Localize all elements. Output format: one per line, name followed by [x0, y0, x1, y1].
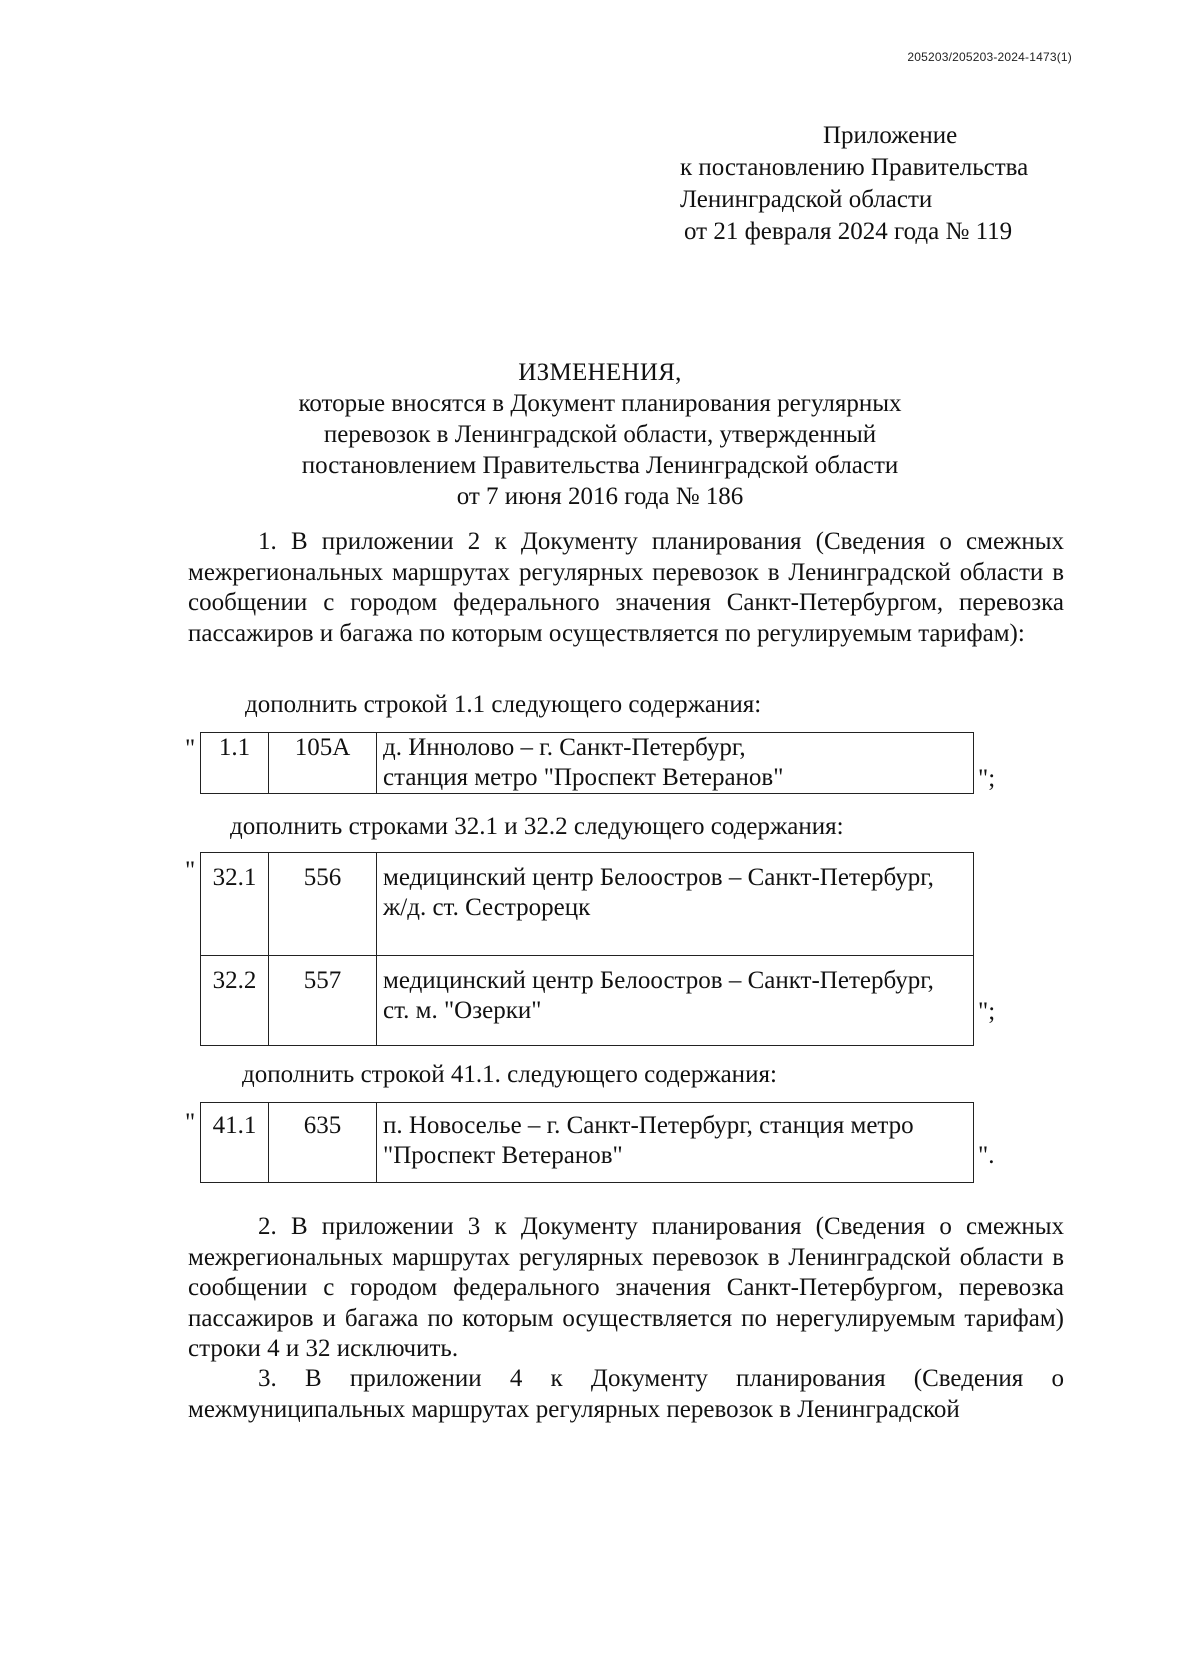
- quote-open-c: ": [185, 1109, 196, 1136]
- route-code: 556: [269, 853, 377, 956]
- section-3-paragraph: [188, 1364, 1064, 1425]
- route-code: 557: [269, 956, 377, 1046]
- table-b: [200, 852, 974, 1046]
- intro-a: дополнить строкой 1.1 следующего содержания:: [245, 691, 762, 718]
- appendix-reference: [680, 120, 1028, 248]
- row-number: 32.1: [201, 853, 269, 956]
- table-row: [201, 1103, 974, 1183]
- appendix-line-3: Ленинградской области: [680, 186, 933, 213]
- appendix-line-1: Приложение: [823, 122, 958, 149]
- quote-close-a: ";: [978, 765, 996, 792]
- document-title: [0, 357, 1200, 512]
- route-code: 635: [269, 1103, 377, 1183]
- title-line-1: которые вносятся в Документ планирования регулярных: [298, 390, 902, 417]
- title-line-4: от 7 июня 2016 года № 186: [456, 483, 744, 510]
- row-number: 32.2: [201, 956, 269, 1046]
- quote-close-b: ";: [978, 998, 996, 1025]
- title-line-3: постановлением Правительства Ленинградской области: [301, 452, 899, 479]
- route-code: 105А: [269, 733, 377, 794]
- route-description: д. Иннолово – г. Санкт-Петербург, станция метро "Проспект Ветеранов": [377, 733, 974, 794]
- table-a: [200, 732, 974, 794]
- intro-b: дополнить строками 32.1 и 32.2 следующего содержания:: [230, 813, 844, 840]
- section-2-text: 2. В приложении 3 к Документу планирования (Сведения о смежных межрегиональных маршрутах регулярных перевозок в Ленинградской области в сообщении с городом федерального значения Санкт-Петербургом, перевозка пассажиров и багажа по которым осуществляется по нерегулируемым тарифам) строки 4 и 32 исключить.: [188, 1213, 1064, 1362]
- section-3-text: 3. В приложении 4 к Документу планирования (Сведения о межмуниципальных маршрутах регулярных перевозок в Ленинградской: [188, 1365, 1064, 1423]
- table-row: [201, 733, 974, 794]
- table-c: [200, 1102, 974, 1183]
- row-number: 1.1: [201, 733, 269, 794]
- appendix-line-2: к постановлению Правительства: [680, 154, 1029, 181]
- section-2-paragraph: [188, 1212, 1064, 1365]
- intro-c: дополнить строкой 41.1. следующего содержания:: [242, 1061, 777, 1088]
- row-number: 41.1: [201, 1103, 269, 1183]
- table-row: [201, 956, 974, 1046]
- section-1-text: 1. В приложении 2 к Документу планирования (Сведения о смежных межрегиональных маршрутах регулярных перевозок в Ленинградской области в сообщении с городом федерального значения Санкт-Петербургом, перевозка пассажиров и багажа по которым осуществляется по регулируемым тарифам):: [188, 528, 1064, 647]
- document-id: 205203/205203-2024-1473(1): [907, 50, 1072, 64]
- route-description: медицинский центр Белоостров – Санкт-Петербург, ж/д. ст. Сестрорецк: [377, 853, 974, 956]
- route-description: п. Новоселье – г. Санкт-Петербург, станция метро "Проспект Ветеранов": [377, 1103, 974, 1183]
- section-1-paragraph: [188, 527, 1064, 649]
- quote-open-a: ": [185, 735, 196, 762]
- route-description: медицинский центр Белоостров – Санкт-Петербург, ст. м. "Озерки": [377, 956, 974, 1046]
- appendix-line-4: от 21 февраля 2024 года № 119: [684, 218, 1013, 245]
- title-caps: ИЗМЕНЕНИЯ,: [518, 359, 682, 386]
- quote-close-c: ".: [978, 1142, 995, 1169]
- title-line-2: перевозок в Ленинградской области, утвержденный: [323, 421, 877, 448]
- quote-open-b: ": [185, 857, 196, 884]
- table-row: [201, 853, 974, 956]
